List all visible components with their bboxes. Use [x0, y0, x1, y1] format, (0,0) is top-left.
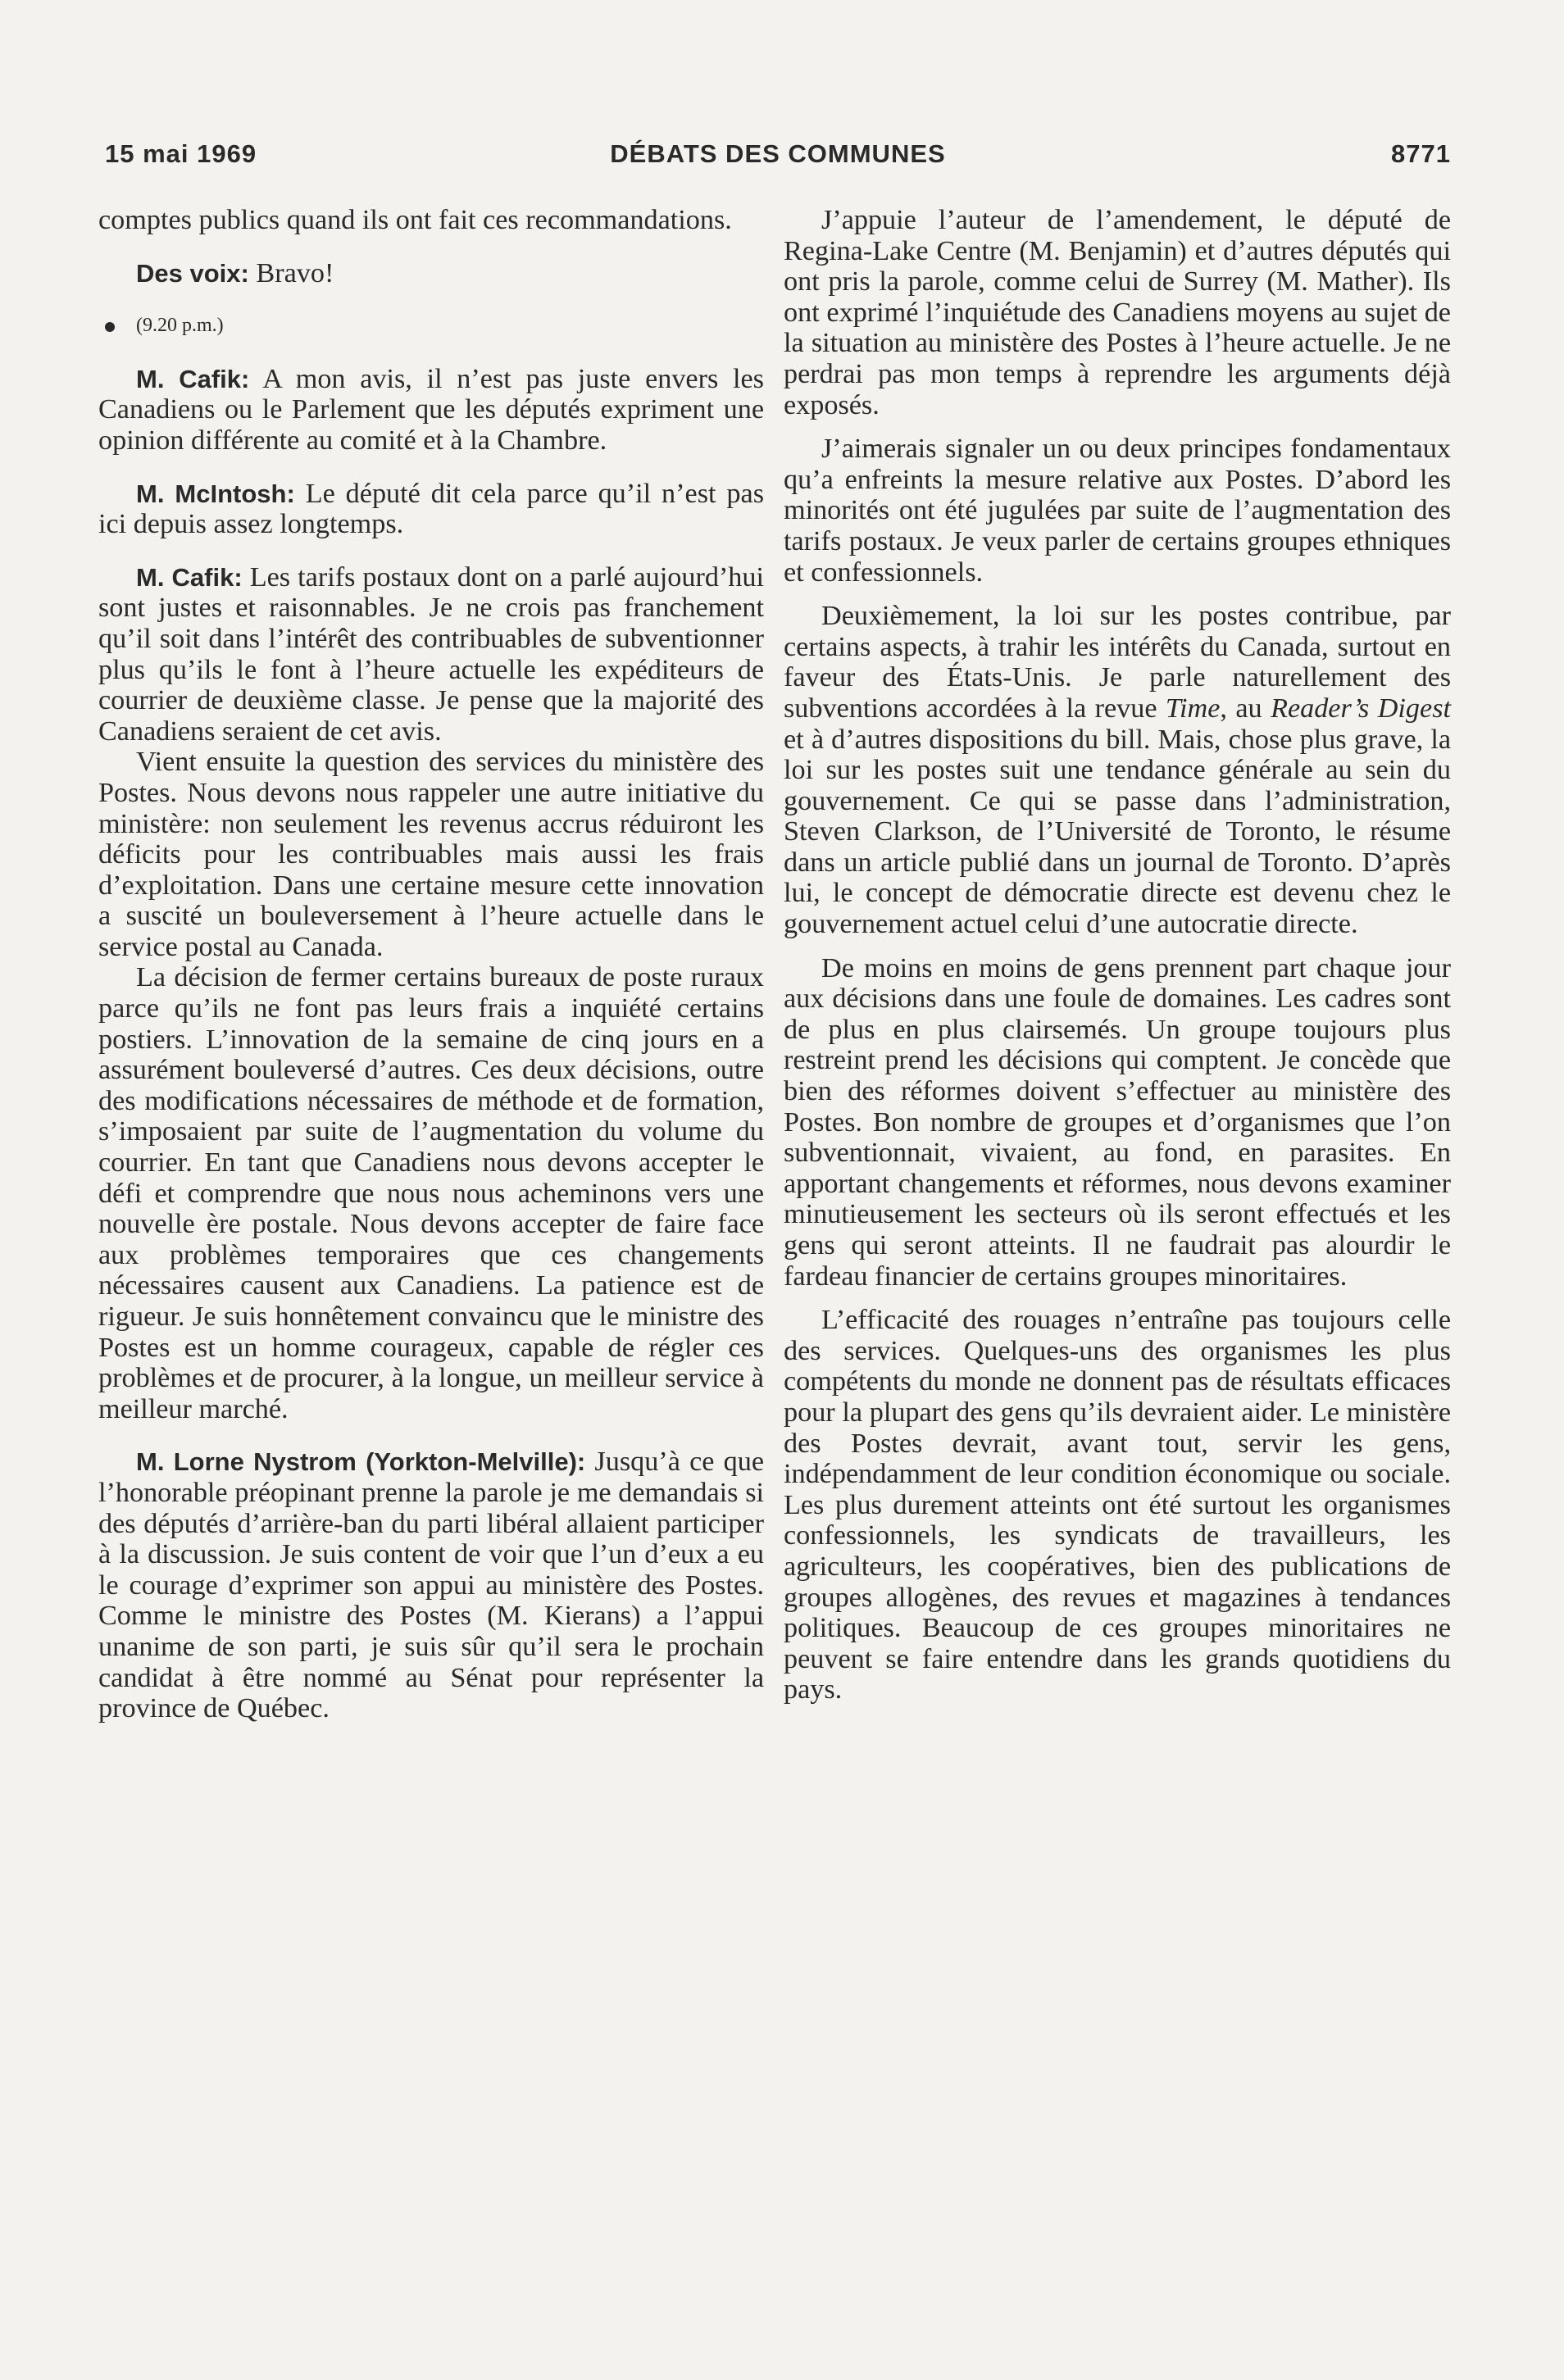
publication-title: Reader’s Digest	[1271, 693, 1452, 724]
paragraph: comptes publics quand ils ont fait ces recommandations.	[98, 205, 732, 235]
speech-text: Les tarifs postaux dont on a parlé aujourd’hui sont justes et raisonnables. Je ne crois pas franchement qu’il soit dans l’intérêt des contribuables de subventionner plus qu’ils le font à l’heure actuelle les expéditeurs de courrier de deuxième classe. Je pense que la majorité des Canadiens seraient de cet avis.	[98, 561, 764, 747]
paragraph: J’aimerais signaler un ou deux principes fondamentaux qu’a enfreints la mesure relative aux Postes. D’abord les minorités ont été jugulées par suite de l’augmentation des tarifs postaux. Je veux parler de certains groupes ethniques et confessionnels.	[784, 434, 1451, 588]
paragraph	[98, 364, 764, 456]
publication-title: Time	[1165, 693, 1221, 724]
speaker-name: M. Cafik:	[136, 364, 250, 393]
right-column	[784, 205, 1451, 1706]
time-marker	[98, 311, 764, 342]
paragraph: De moins en moins de gens prennent part chaque jour aux décisions dans une foule de domaines. Les cadres sont de plus en plus clairsemés. Un groupe toujours plus restreint prend les décisions qui comptent. Je concède que bien des réformes doivent s’effectuer au ministère des Postes. Bon nombre de groupes et d’organismes que l’on subventionnait, vivaient, au fond, en parasites. En apportant changements et réformes, nous devons examiner minutieusement les secteurs où ils seront effectués et les gens qui seront atteints. Il ne faudrait pas alourdir le fardeau financier de certains groupes minoritaires.	[784, 952, 1451, 1292]
speech-text: Deuxièmement, la loi sur les postes contribue, par certains aspects, à trahir les intérêts du Canada, surtout en faveur des États-Unis. Je parle naturellement des subventions accordées à la revue	[784, 601, 1451, 724]
paragraph	[98, 1447, 764, 1724]
header-page-number: 8771	[1391, 139, 1451, 168]
paragraph: Vient ensuite la question des services du ministère des Postes. Nous devons nous rappeler une autre initiative du ministère: non seulement les revenus accrus réduiront les déficits pour les contribuables mais aussi les frais d’exploitation. Dans une certaine mesure cette innovation a suscité un bouleversement à l’heure actuelle dans le service postal au Canada.	[98, 747, 764, 962]
page-header	[105, 139, 1451, 180]
paragraph	[98, 479, 764, 540]
speech-text: Le député dit cela parce qu’il n’est pas ici depuis assez longtemps.	[98, 478, 764, 540]
paragraph: L’efficacité des rouages n’entraîne pas toujours celle des services. Quelques-uns des organismes les plus compétents du monde ne donnent pas de résultats efficaces pour la plupart des gens qu’ils devraient aider. Le ministère des Postes devrait, avant tout, servir les gens, indépendamment de leur condition économique ou sociale. Les plus durement atteints ont été surtout les organismes confessionnels, les syndicats de travailleurs, les agriculteurs, les coopératives, bien des publications de groupes allogènes, des revues et magazines à tendances politiques. Beaucoup de ces groupes minoritaires ne peuvent se faire entendre dans les grands quotidiens du pays.	[784, 1305, 1451, 1706]
paragraph	[98, 258, 764, 289]
speech-text: et à d’autres dispositions du bill. Mais, chose plus grave, la loi sur les postes suit une tendance générale au sein du gouvernement. Ce qui se passe dans l’administration, Steven Clarkson, de l’Université de Toronto, le résume dans un article publié dans un journal de Toronto. D’après lui, le concept de démocratie directe est devenu chez le gouvernement actuel celui d’une autocratie directe.	[784, 724, 1451, 940]
left-column	[98, 205, 764, 1724]
speech-text: , au	[1220, 693, 1271, 724]
speaker-name: M. McIntosh:	[136, 479, 295, 508]
speaker-name: M. Cafik:	[136, 562, 243, 592]
speaker-name: Des voix:	[136, 258, 249, 288]
speech-text: Jusqu’à ce que l’honorable préopinant prenne la parole je me demandais si des députés d’arrière-ban du parti libéral allaient participer à la discussion. Je suis content de voir que l’un d’eux a eu le courage d’exprimer son appui au ministère des Postes. Comme le ministre des Postes (M. Kierans) a l’appui unanime de son parti, je suis sûr qu’il sera le prochain candidat à être nommé au Sénat pour représenter la province de Québec.	[98, 1447, 764, 1724]
speaker-name: M. Lorne Nystrom (Yorkton-Melville):	[136, 1447, 586, 1477]
paragraph	[784, 601, 1451, 940]
speech-text: Bravo!	[248, 257, 334, 288]
paragraph	[98, 562, 764, 747]
speech-text: A mon avis, il n’est pas juste envers les Canadiens ou le Parlement que les députés expriment une opinion différente au comité et à la Chambre.	[98, 363, 764, 456]
paragraph: La décision de fermer certains bureaux de poste ruraux parce qu’ils ne font pas leurs frais a inquiété certains postiers. L’innovation de la semaine de cinq jours en a assurément bouleversé d’autres. Ces deux décisions, outre des modifications nécessaires de méthode et de formation, s’imposaient par suite de l’augmentation du volume du courrier. En tant que Canadiens nous devons accepter le défi et comprendre que nous nous acheminons vers une nouvelle ère postale. Nous devons accepter de faire face aux problèmes temporaires que ces changements nécessaires causent aux Canadiens. La patience est de rigueur. Je suis honnêtement convaincu que le ministre des Postes est un homme courageux, capable de régler ces problèmes et de procurer, à la longue, un meilleur service à meilleur marché.	[98, 962, 764, 1424]
bullet-icon	[105, 322, 115, 332]
header-title: DÉBATS DES COMMUNES	[610, 139, 946, 168]
time-marker-text: (9.20 p.m.)	[136, 315, 224, 337]
paragraph: J’appuie l’auteur de l’amendement, le député de Regina-Lake Centre (M. Benjamin) et d’autres députés qui ont pris la parole, comme celui de Surrey (M. Mather). Ils ont exprimé l’inquiétude des Canadiens moyens au sujet de la situation au ministère des Postes à l’heure actuelle. Je ne perdrai pas mon temps à reprendre les arguments déjà exposés.	[784, 205, 1451, 420]
header-date: 15 mai 1969	[105, 139, 257, 168]
